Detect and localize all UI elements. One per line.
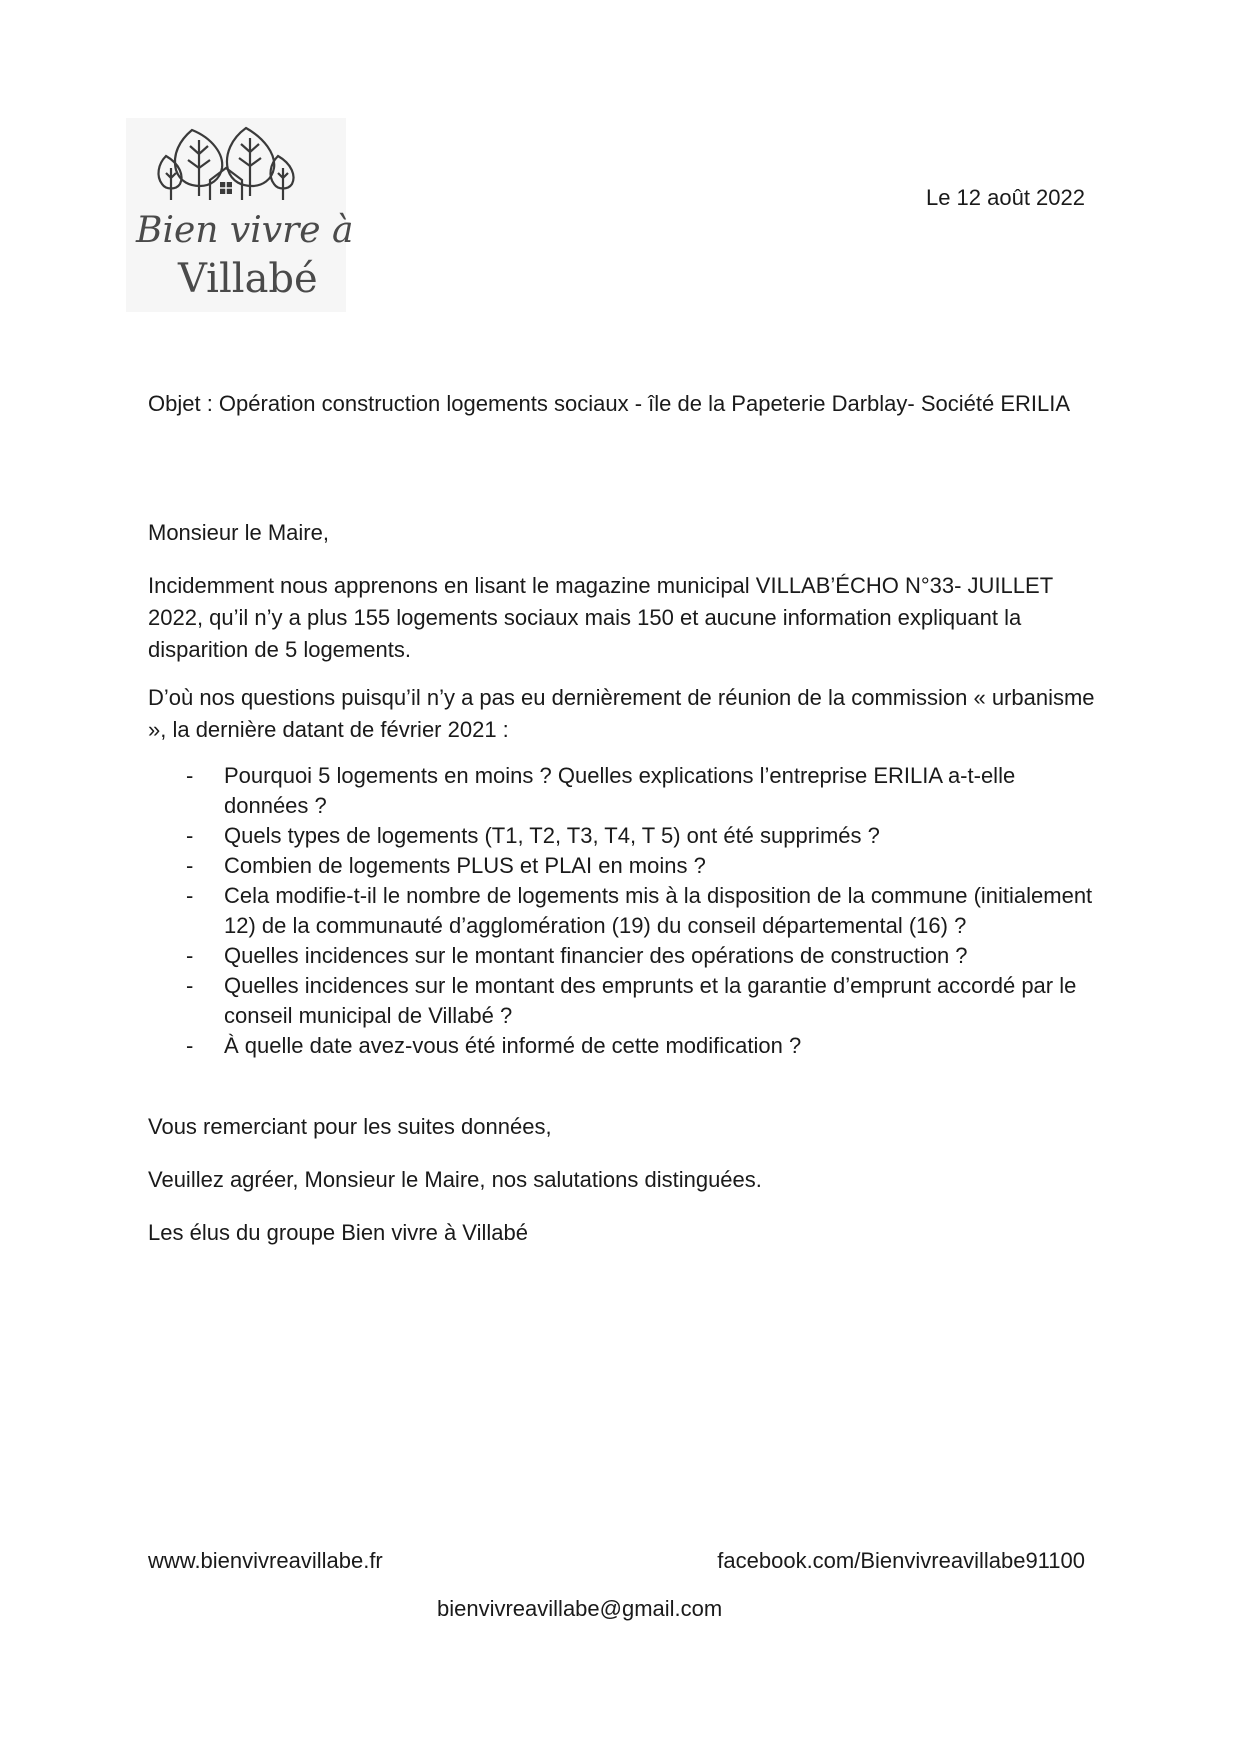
logo-script-text: Bien vivre à (136, 210, 354, 251)
list-item (148, 971, 1098, 1031)
closing-thanks: Vous remerciant pour les suites données, (148, 1114, 552, 1139)
paragraph-1: Incidemment nous apprenons en lisant le magazine municipal VILLAB’ÉCHO N°33- JUILLET 2022, qu’il n’y a plus 155 logements sociaux mais 150 et aucune information expliquant la disparition de 5 logements. (148, 573, 1053, 662)
question-text: Pourquoi 5 logements en moins ? Quelles explications l’entreprise ERILIA a-t-elle données ? (224, 763, 1016, 818)
bullet-dash: - (186, 1033, 194, 1058)
closing-greeting: Veuillez agréer, Monsieur le Maire, nos salutations distinguées. (148, 1167, 762, 1192)
list-item (148, 881, 1098, 941)
list-item (148, 821, 1098, 851)
footer-website-link[interactable]: www.bienvivreavillabe.fr (148, 1548, 383, 1573)
bullet-dash: - (186, 883, 194, 908)
logo (126, 118, 354, 312)
footer-facebook-link[interactable]: facebook.com/Bienvivreavillabe91100 (717, 1548, 1085, 1573)
question-text: Quelles incidences sur le montant financier des opérations de construction ? (224, 943, 968, 968)
letter-date: Le 12 août 2022 (925, 185, 1085, 210)
question-text: Quelles incidences sur le montant des emprunts et la garantie d’emprunt accordé par le conseil municipal de Villabé ? (224, 973, 1077, 1028)
signature: Les élus du groupe Bien vivre à Villabé (148, 1220, 528, 1245)
letter-salutation: Monsieur le Maire, (148, 520, 329, 545)
paragraph-2: D’où nos questions puisqu’il n’y a pas eu dernièrement de réunion de la commission « urbanisme », la dernière datant de février 2021 : (148, 685, 1095, 742)
question-list (148, 761, 1098, 1061)
footer-email-link[interactable]: bienvivreavillabe@gmail.com (437, 1596, 723, 1621)
bullet-dash: - (186, 853, 194, 878)
list-item (148, 761, 1098, 821)
logo-name-text: Villabé (178, 256, 318, 302)
list-item (148, 851, 1098, 881)
bullet-dash: - (186, 763, 194, 788)
question-text: À quelle date avez-vous été informé de cette modification ? (224, 1033, 802, 1058)
question-text: Cela modifie-t-il le nombre de logements mis à la disposition de la commune (initialement 12) de la communauté d’agglomération (19) du conseil départemental (16) ? (224, 883, 1093, 938)
question-text: Quels types de logements (T1, T2, T3, T4, T 5) ont été supprimés ? (224, 823, 880, 848)
trees-house-icon (126, 118, 346, 218)
list-item (148, 941, 1098, 971)
bullet-dash: - (186, 973, 194, 998)
bullet-dash: - (186, 943, 194, 968)
bullet-dash: - (186, 823, 194, 848)
question-text: Combien de logements PLUS et PLAI en moins ? (224, 853, 706, 878)
letter-subject: Objet : Opération construction logements sociaux - île de la Papeterie Darblay- Société ERILIA (148, 391, 1071, 416)
list-item (148, 1031, 1098, 1061)
